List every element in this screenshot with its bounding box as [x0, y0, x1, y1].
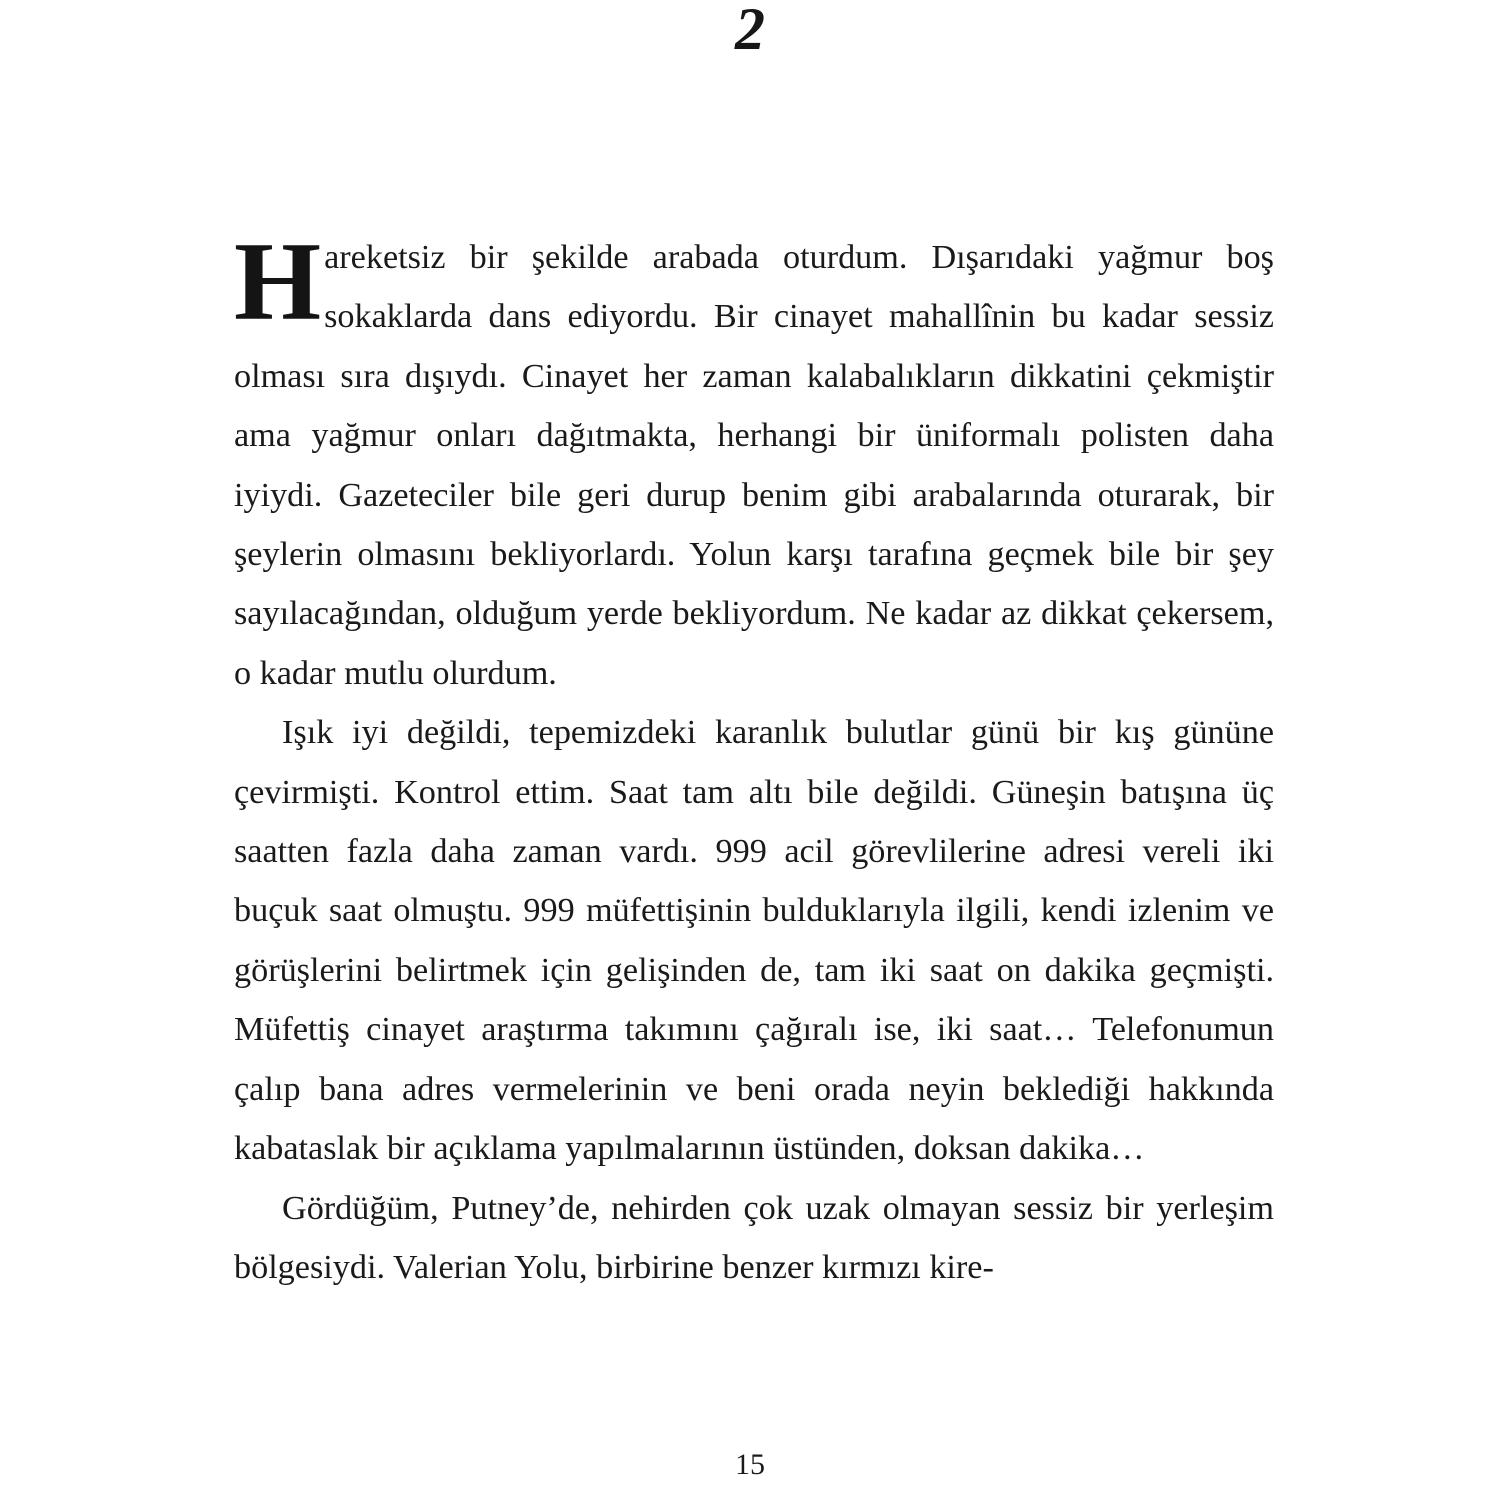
paragraph-3	[234, 1179, 1274, 1298]
paragraph-2	[234, 703, 1274, 1178]
chapter-number: 2	[735, 0, 765, 62]
body-text-block	[234, 220, 1274, 1297]
paragraph-1-text: areketsiz bir şekilde arabada oturdum. Dışarıdaki yağmur boş sokaklarda dans ediyordu. Bir cinayet mahallînin bu kadar sessiz olması sıra dışıydı. Cinayet her zaman kalabalıkların dikkatini çekmiştir ama yağmur onları dağıtmakta, herhangi bir üniformalı polisten daha iyiydi. Gazeteciler bile geri durup benim gibi arabalarında oturarak, bir şeylerin olmasını bekliyorlardı. Yolun karşı tarafına geçmek bile bir şey sayılacağından, olduğum yerde bekliyordum. Ne kadar az dikkat çekersem, o kadar mutlu olurdum.	[234, 239, 1274, 692]
paragraph-3-text: Gördüğüm, Putney’de, nehirden çok uzak olmayan sessiz bir yerleşim bölgesiydi. Valerian Yolu, birbirine benzer kırmızı kire-	[234, 1189, 1274, 1286]
paragraph-2-text: Işık iyi değildi, tepemizdeki karanlık bulutlar günü bir kış gününe çevirmişti. Kontrol ettim. Saat tam altı bile değildi. Güneşin batışına üç saatten fazla daha zaman vardı. 999 acil görevlilerine adresi vereli iki buçuk saat olmuştu. 999 müfettişinin bulduklarıyla ilgili, kendi izlenim ve görüşlerini belirtmek için gelişinden de, tam iki saat on dakika geçmişti. Müfettiş cinayet araştırma takımını çağıralı ise, iki saat… Telefonumun çalıp bana adres vermelerinin ve beni orada neyin beklediği hakkında kabataslak bir açıklama yapılmalarının üstünden, doksan dakika…	[234, 714, 1274, 1168]
paragraph-1	[234, 220, 1274, 703]
drop-cap-letter: H	[234, 220, 322, 344]
page-number: 15	[735, 1448, 765, 1481]
